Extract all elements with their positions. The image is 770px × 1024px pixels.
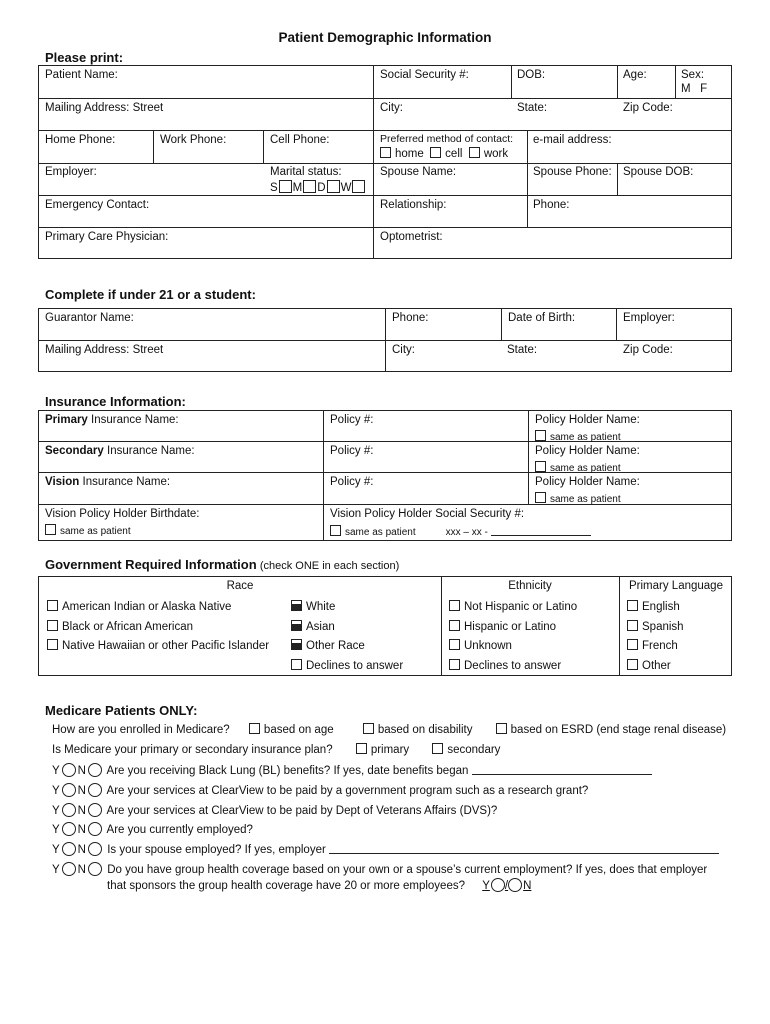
sex-options[interactable]: M F — [681, 83, 708, 95]
zip-label: Zip Code: — [623, 102, 673, 114]
guarantor-mailing-label: Mailing Address: Street — [45, 344, 164, 356]
marital-w-checkbox[interactable] — [352, 180, 365, 193]
primary-policy-label: Policy #: — [330, 414, 374, 426]
medicare-yn-question: Y N Are you currently employed? — [52, 824, 253, 836]
no-radio[interactable] — [88, 842, 102, 856]
medicare-yn-question: Y N Are you receiving Black Lung (BL) benefits? If yes, date benefits began — [52, 763, 652, 777]
ethnicity-checkbox[interactable] — [449, 620, 460, 631]
page-title: Patient Demographic Information — [278, 30, 492, 45]
language-option: French — [627, 639, 684, 659]
checkbox-vision-ssn-same[interactable] — [330, 525, 341, 536]
medicare-yn-question: Y N Are your services at ClearView to be paid by a government program such as a research grant? — [52, 785, 589, 797]
marital-options: S M D W — [270, 180, 366, 194]
dob-label: DOB: — [517, 69, 546, 81]
enrolled-question-row: How are you enrolled in Medicare? based on age based on disability based on ESRD (end stage renal disease) — [52, 724, 727, 736]
race-checkbox[interactable] — [291, 620, 302, 631]
no-radio[interactable] — [88, 822, 102, 836]
vision-birthdate-same: same as patient — [45, 524, 131, 537]
answer-line-field[interactable] — [329, 842, 719, 854]
home-phone-label: Home Phone: — [45, 134, 116, 146]
guarantor-city-label: City: — [392, 344, 415, 356]
ethnicity-header: Ethnicity — [508, 580, 552, 592]
checkbox-primary-plan[interactable] — [356, 743, 367, 754]
spouse-dob-label: Spouse DOB: — [623, 166, 694, 178]
race-option: Black or African American — [47, 620, 269, 640]
vision-policy-label: Policy #: — [330, 476, 374, 488]
race-header: Race — [226, 580, 254, 592]
ethnicity-checkbox[interactable] — [449, 639, 460, 650]
guarantor-dob-label: Date of Birth: — [508, 312, 576, 324]
marital-d-checkbox[interactable] — [327, 180, 340, 193]
age-label: Age: — [623, 69, 647, 81]
language-checkbox[interactable] — [627, 620, 638, 631]
language-option: English — [627, 600, 684, 620]
vision-insurance-label: Vision Insurance Name: — [45, 476, 171, 488]
language-option: Other — [627, 659, 684, 679]
primary-same-as-patient: same as patient — [535, 430, 621, 443]
preferred-contact-options: home cell work — [380, 147, 508, 160]
race-option: American Indian or Alaska Native — [47, 600, 269, 620]
race-option: Declines to answer — [291, 659, 403, 679]
yes-radio[interactable] — [62, 763, 76, 777]
relationship-label: Relationship: — [380, 199, 447, 211]
no-radio[interactable] — [88, 763, 102, 777]
race-option: Native Hawaiian or other Pacific Islander — [47, 639, 269, 659]
email-label: e-mail address: — [533, 134, 612, 146]
race-checkbox[interactable] — [47, 620, 58, 631]
state-label: State: — [517, 102, 548, 114]
medicare-yn-question: Y N Do you have group health coverage based on your own or a spouse’s current employment? If yes, does that employer — [52, 864, 708, 876]
employer-label: Employer: — [45, 166, 97, 178]
plan-question-row: Is Medicare your primary or secondary insurance plan? primary secondary — [52, 744, 501, 756]
work-phone-label: Work Phone: — [160, 134, 227, 146]
race-checkbox[interactable] — [291, 600, 302, 611]
secondary-holder-label: Policy Holder Name: — [535, 445, 640, 457]
language-checkbox[interactable] — [627, 659, 638, 670]
primary-insurance-label: Primary Insurance Name: — [45, 414, 179, 426]
race-checkbox[interactable] — [47, 639, 58, 650]
checkbox-vision-bday-same[interactable] — [45, 524, 56, 535]
checkbox-enroll-disability[interactable] — [363, 723, 374, 734]
checkbox-work[interactable] — [469, 147, 480, 158]
no-radio[interactable] — [88, 803, 102, 817]
guarantor-label: Guarantor Name: — [45, 312, 134, 324]
patient-name-label: Patient Name: — [45, 69, 118, 81]
no-radio[interactable] — [88, 783, 102, 797]
race-right-list — [291, 600, 403, 678]
insurance-grid — [38, 410, 732, 541]
gov-heading: Government Required Information (check ONE in each section) — [45, 557, 400, 572]
checkbox-cell[interactable] — [430, 147, 441, 158]
primary-holder-label: Policy Holder Name: — [535, 414, 640, 426]
mailing-label: Mailing Address: Street — [45, 102, 164, 114]
vision-holder-label: Policy Holder Name: — [535, 476, 640, 488]
pcp-label: Primary Care Physician: — [45, 231, 169, 243]
checkbox-primary-same[interactable] — [535, 430, 546, 441]
guarantor-zip-label: Zip Code: — [623, 344, 673, 356]
preferred-contact-label: Preferred method of contact: — [380, 133, 514, 145]
yes-radio[interactable] — [62, 803, 76, 817]
medicare-yn-question: Y N Are your services at ClearView to be paid by Dept of Veterans Affairs (DVS)? — [52, 805, 498, 817]
yes-radio[interactable] — [62, 842, 76, 856]
secondary-insurance-label: Secondary Insurance Name: — [45, 445, 195, 457]
language-header: Primary Language — [629, 580, 723, 592]
race-checkbox[interactable] — [291, 659, 302, 670]
optometrist-label: Optometrist: — [380, 231, 443, 243]
ethnicity-checkbox[interactable] — [449, 659, 460, 670]
vision-same-as-patient: same as patient — [535, 492, 621, 505]
marital-m-checkbox[interactable] — [303, 180, 316, 193]
secondary-policy-label: Policy #: — [330, 445, 374, 457]
under21-grid — [38, 308, 732, 372]
language-list — [627, 600, 684, 678]
race-left-list — [47, 600, 269, 659]
guarantor-employer-label: Employer: — [623, 312, 675, 324]
ethnicity-option: Not Hispanic or Latino — [449, 600, 577, 620]
spouse-name-label: Spouse Name: — [380, 166, 457, 178]
yn-inline-radio-2[interactable] — [508, 878, 522, 892]
patient-grid — [38, 65, 732, 259]
race-option: Other Race — [291, 639, 403, 659]
race-option: White — [291, 600, 403, 620]
ethnicity-option: Hispanic or Latino — [449, 620, 577, 640]
ethnicity-list — [449, 600, 577, 678]
yes-radio[interactable] — [62, 783, 76, 797]
checkbox-enroll-esrd[interactable] — [496, 723, 507, 734]
race-checkbox[interactable] — [47, 600, 58, 611]
cell-phone-label: Cell Phone: — [270, 134, 330, 146]
ethnicity-option: Declines to answer — [449, 659, 577, 679]
marital-s-checkbox[interactable] — [279, 180, 292, 193]
checkbox-vision-same[interactable] — [535, 492, 546, 503]
marital-label: Marital status: — [270, 166, 342, 178]
spouse-phone-label: Spouse Phone: — [533, 166, 612, 178]
sex-label: Sex: — [681, 69, 705, 81]
language-checkbox[interactable] — [627, 639, 638, 650]
ethnicity-checkbox[interactable] — [449, 600, 460, 611]
group-coverage-continuation: that sponsors the group health coverage have 20 or more employees? Y / N — [107, 880, 532, 892]
yes-radio[interactable] — [62, 822, 76, 836]
vision-ssn-same: same as patient xxx – xx - — [330, 524, 591, 538]
ssn-last4-field[interactable] — [491, 524, 591, 536]
emergency-label: Emergency Contact: — [45, 199, 150, 211]
race-option: Asian — [291, 620, 403, 640]
insurance-heading: Insurance Information: — [45, 394, 186, 409]
secondary-same-as-patient: same as patient — [535, 461, 621, 474]
language-option: Spanish — [627, 620, 684, 640]
guarantor-phone-label: Phone: — [392, 312, 429, 324]
yn-inline-answer[interactable]: Y / N — [482, 880, 532, 892]
medicare-heading: Medicare Patients ONLY: — [45, 703, 198, 718]
checkbox-home[interactable] — [380, 147, 391, 158]
language-checkbox[interactable] — [627, 600, 638, 611]
race-checkbox[interactable] — [291, 639, 302, 650]
please-print-heading: Please print: — [45, 50, 124, 65]
ethnicity-option: Unknown — [449, 639, 577, 659]
yn-inline-radio[interactable] — [491, 878, 505, 892]
phone-label: Phone: — [533, 199, 570, 211]
gov-grid — [38, 576, 732, 676]
guarantor-state-label: State: — [507, 344, 538, 356]
vision-ssn-label: Vision Policy Holder Social Security #: — [330, 508, 525, 520]
checkbox-secondary-plan[interactable] — [432, 743, 443, 754]
no-radio[interactable] — [88, 862, 102, 876]
checkbox-enroll-age[interactable] — [249, 723, 260, 734]
city-label: City: — [380, 102, 403, 114]
ssn-label: Social Security #: — [380, 69, 469, 81]
under21-heading: Complete if under 21 or a student: — [45, 287, 256, 302]
checkbox-secondary-same[interactable] — [535, 461, 546, 472]
yes-radio[interactable] — [62, 862, 76, 876]
answer-line-field[interactable] — [472, 763, 652, 775]
medicare-yn-question: Y N Is your spouse employed? If yes, employer — [52, 842, 719, 856]
vision-birthdate-label: Vision Policy Holder Birthdate: — [45, 508, 200, 520]
